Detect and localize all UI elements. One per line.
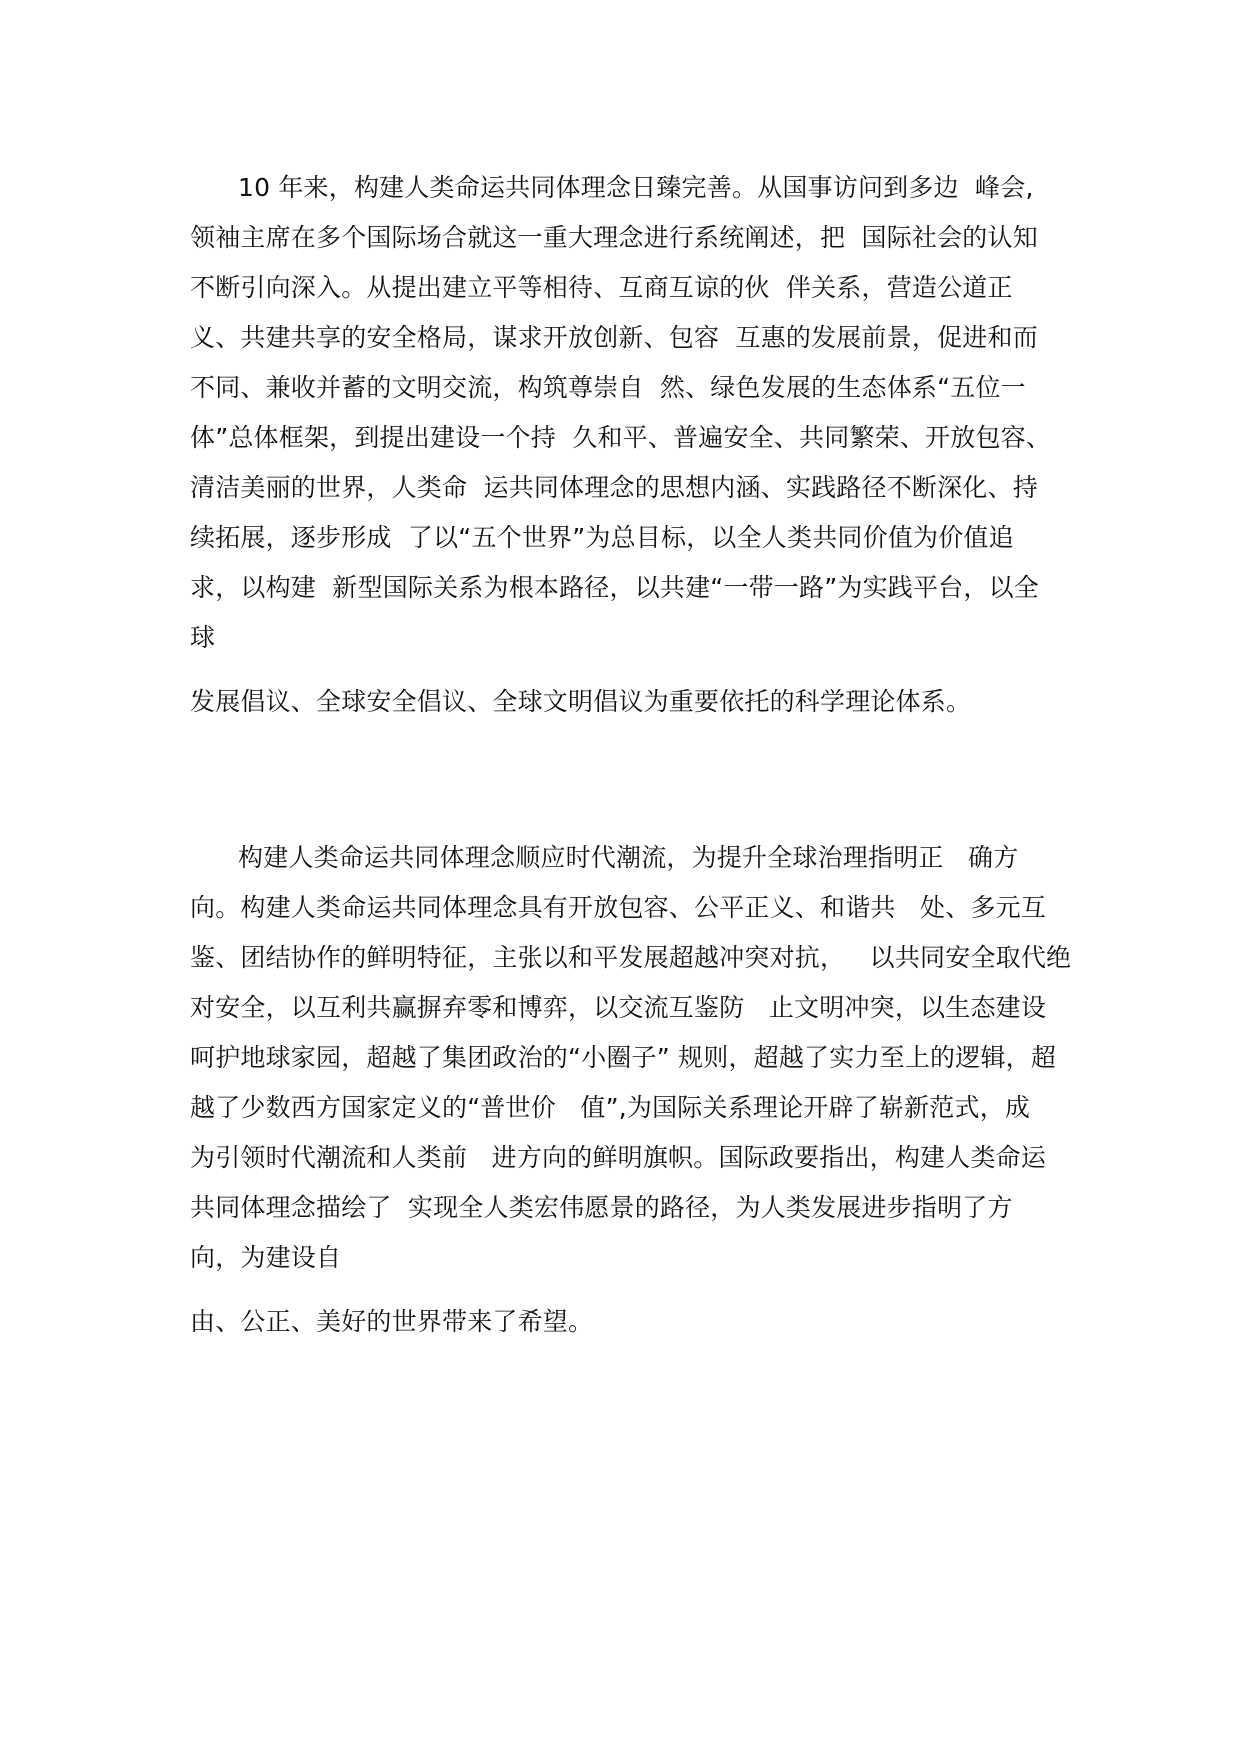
paragraph-1-line-1: 10 年来，构建人类命运共同体理念日臻完善。从国事访问到多边 峰会, xyxy=(238,173,1034,202)
paragraph-2-line-4: 对安全，以互利共赢摒弃零和博弈，以交流互鉴防 止文明冲突，以生态建设 xyxy=(190,993,1047,1022)
paragraph-1-line-9: 求，以构建 新型国际关系为根本路径，以共建“一带一路”为实践平台，以全 xyxy=(190,573,1039,602)
paragraph-1-line-3: 不断引向深入。从提出建立平等相待、互商互谅的伙 伴关系，营造公道正 xyxy=(190,273,1013,302)
paragraph-2-line-10: 由、公正、美好的世界带来了希望。 xyxy=(190,1307,594,1336)
paragraph-2-line-3: 鉴、团结协作的鲜明特征，主张以和平发展超越冲突对抗， 以共同安全取代绝 xyxy=(190,943,1072,972)
paragraph-1-line-6: 体”总体框架，到提出建设一个持 久和平、普遍安全、共同繁荣、开放包容、 xyxy=(190,423,1052,452)
paragraph-1-line-11: 发展倡议、全球安全倡议、全球文明倡议为重要依托的科学理论体系。 xyxy=(190,687,972,716)
paragraph-2-line-9: 向，为建设自 xyxy=(190,1243,342,1272)
paragraph-1-line-2: 领袖主席在多个国际场合就这一重大理念进行系统阐述，把 国际社会的认知 xyxy=(190,223,1038,252)
paragraph-2-line-1: 构建人类命运共同体理念顺应时代潮流，为提升全球治理指明正 确方 xyxy=(238,843,1019,872)
paragraph-2-line-2: 向。构建人类命运共同体理念具有开放包容、公平正义、和谐共 处、多元互 xyxy=(190,893,1047,922)
paragraph-2-line-6: 越了少数西方国家定义的“普世价 值”,为国际关系理论开辟了崭新范式，成 xyxy=(190,1093,1031,1122)
paragraph-1-line-5: 不同、兼收并蓄的文明交流，构筑尊崇自 然、绿色发展的生态体系“五位一 xyxy=(190,373,1026,402)
paragraph-2-line-7: 为引领时代潮流和人类前 进方向的鲜明旗帜。国际政要指出，构建人类命运 xyxy=(190,1143,1047,1172)
paragraph-1-line-10: 球 xyxy=(190,623,216,652)
paragraph-2-line-8: 共同体理念描绘了 实现全人类宏伟愿景的路径，为人类发展进步指明了方 xyxy=(190,1193,1013,1222)
paragraph-2-line-5: 呵护地球家园，超越了集团政治的“小圈子” 规则，超越了实力至上的逻辑，超 xyxy=(190,1043,1057,1072)
paragraph-1-line-4: 义、共建共享的安全格局，谋求开放创新、包容 互惠的发展前景，促进和而 xyxy=(190,323,1038,352)
paragraph-1-line-8: 续拓展，逐步形成 了以“五个世界”为总目标，以全人类共同价值为价值追 xyxy=(190,523,1014,552)
paragraph-1-line-7: 清洁美丽的世界，人类命 运共同体理念的思想内涵、实践路径不断深化、持 xyxy=(190,473,1038,502)
